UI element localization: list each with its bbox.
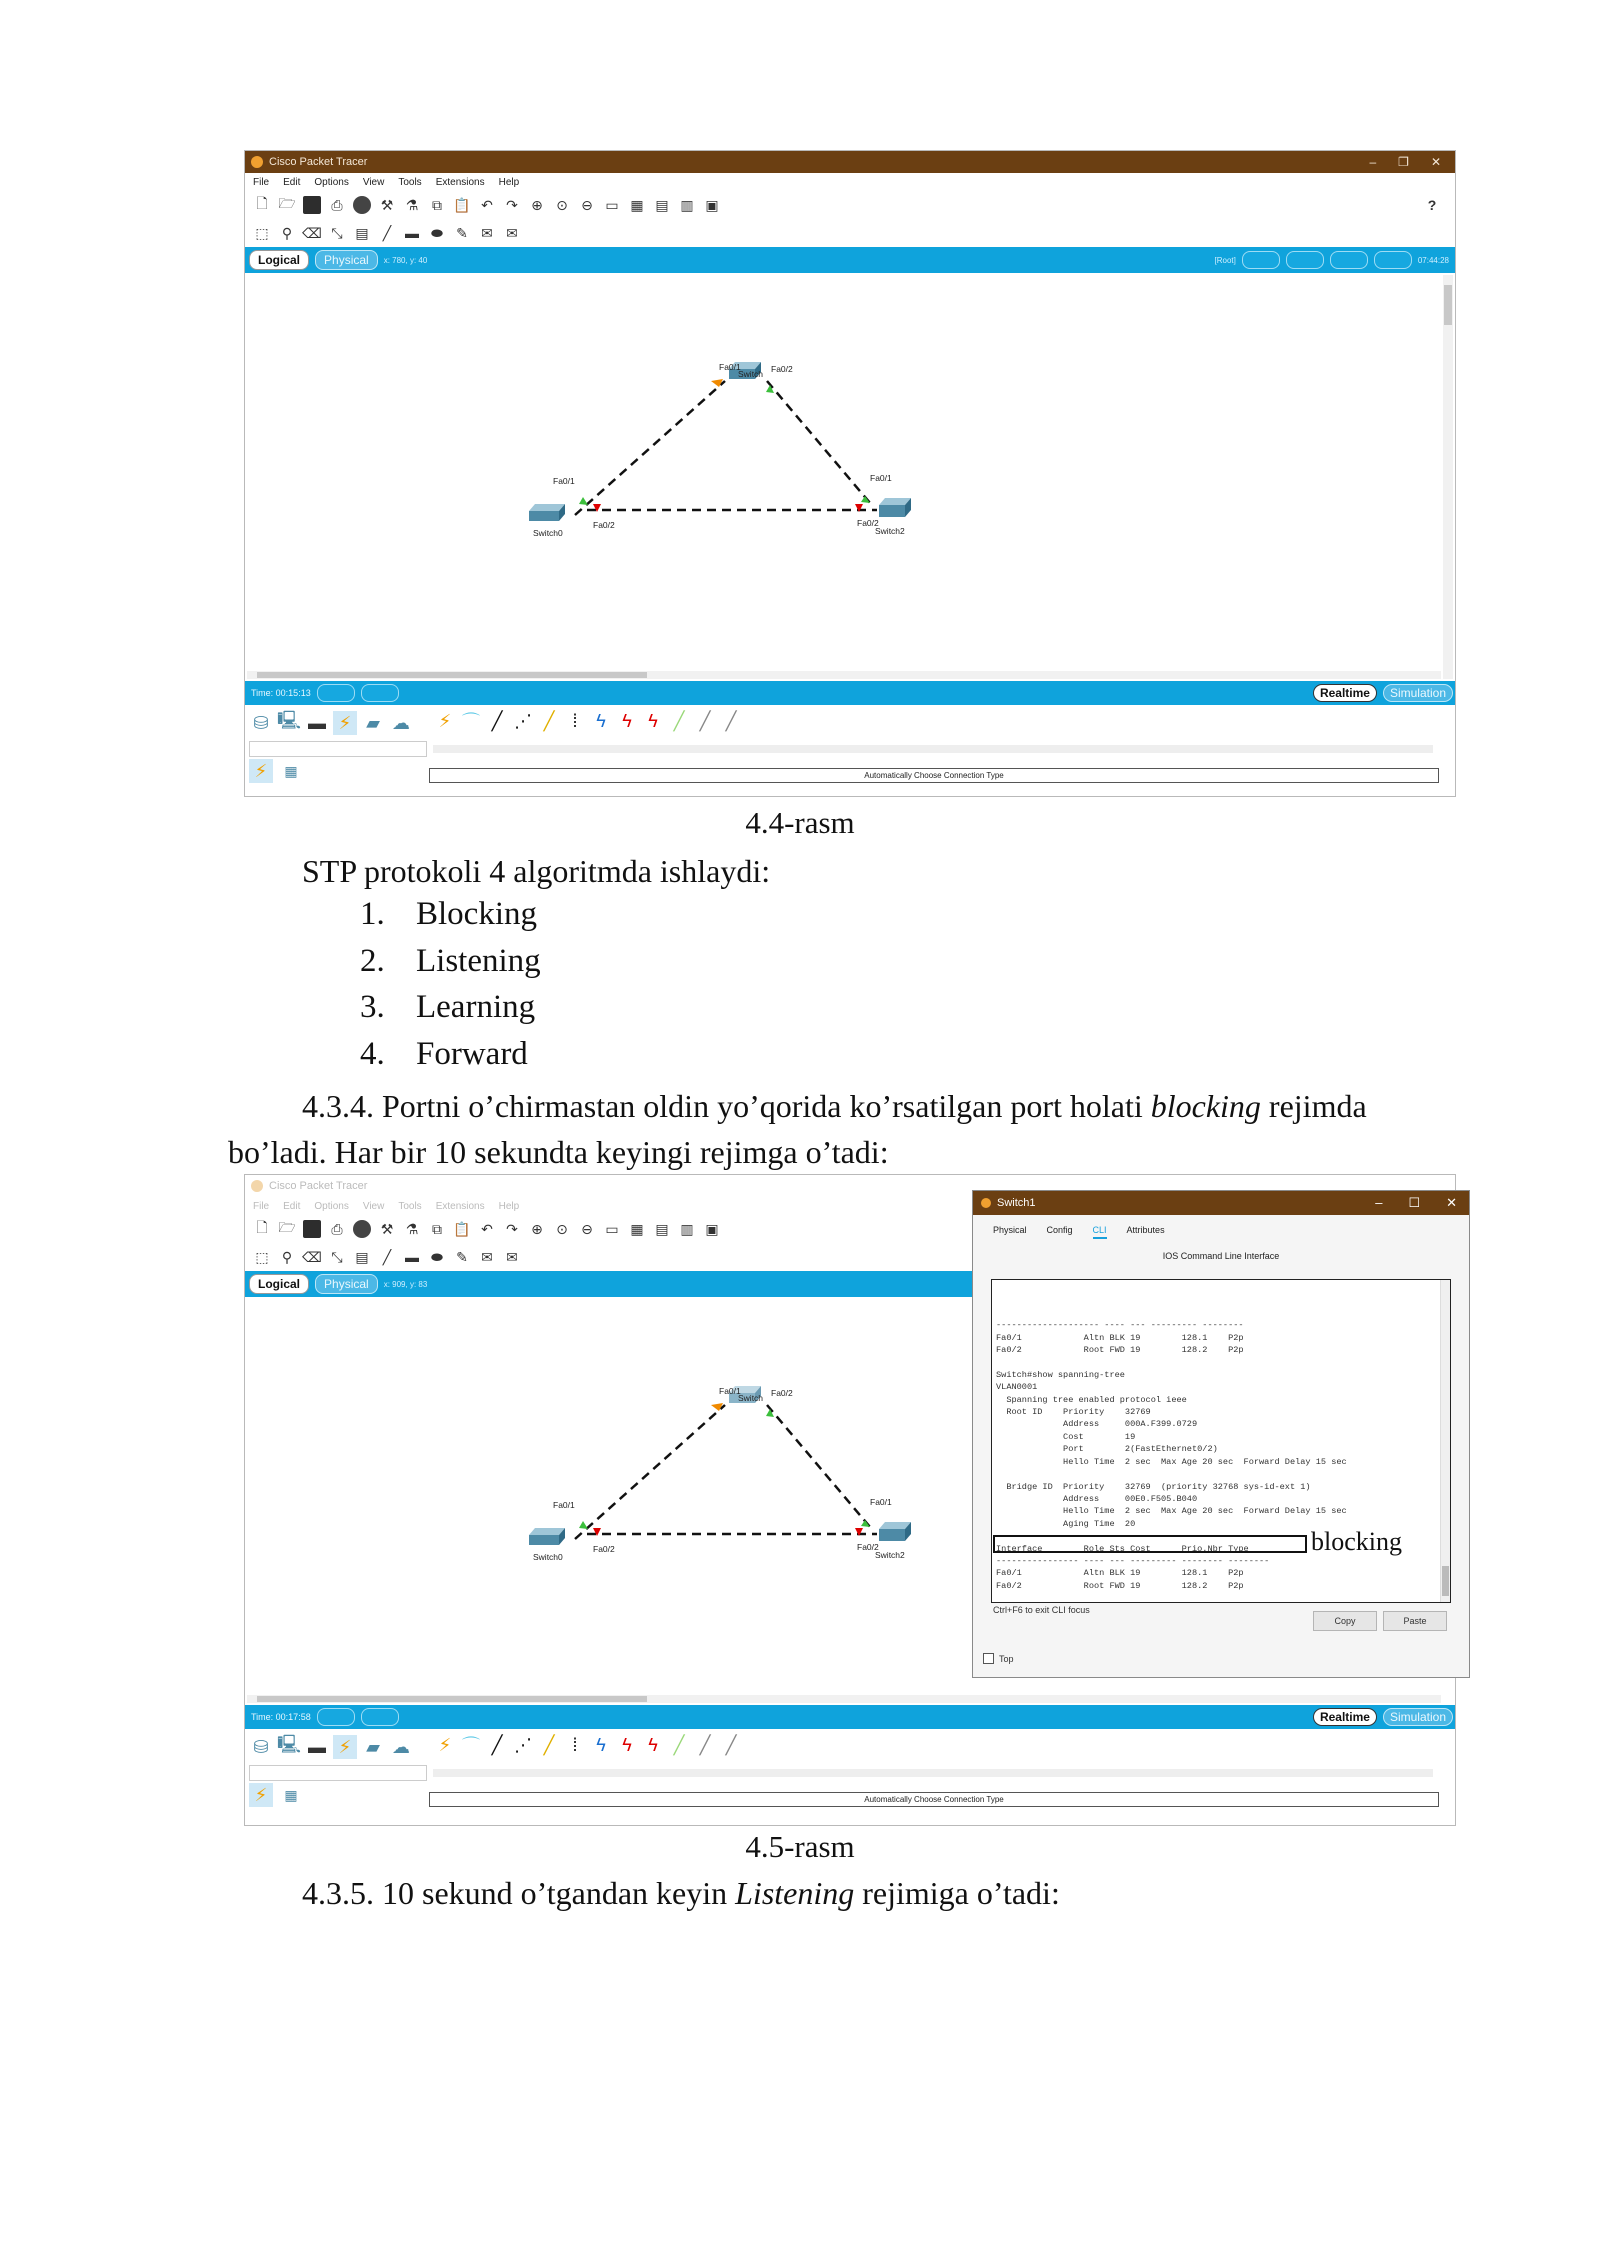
cli-line: Hello Time 2 sec Max Age 20 sec Forward Delay 15 sec — [996, 1456, 1347, 1467]
app-logo-icon — [251, 156, 263, 168]
horizontal-scrollbar[interactable] — [247, 1695, 1441, 1703]
device-template-icon[interactable]: ▥ — [680, 196, 694, 213]
complex-pdu-icon[interactable]: ✉ — [506, 224, 518, 241]
zoom-out-icon[interactable]: ⊖ — [581, 196, 593, 213]
help-icon[interactable]: ? — [1427, 197, 1437, 213]
packet-tracer-window-1 — [244, 150, 1456, 797]
cross-cable-icon[interactable]: ⋰ — [514, 1734, 532, 1755]
time-readout: Time: 00:17:58 — [251, 1712, 311, 1722]
cli-line: Fa0/1 Altn BLK 19 128.1 P2p — [996, 1332, 1244, 1343]
simulation-button[interactable]: Simulation — [1383, 1708, 1453, 1726]
draw-rectangle-icon[interactable]: ▬ — [405, 225, 419, 241]
new-file-icon[interactable]: 🗋 — [256, 195, 268, 211]
menu-tools[interactable]: Tools — [398, 1200, 422, 1212]
cli-line: ---------------- ---- --- --------- -------- -------- — [996, 1555, 1270, 1566]
network-info-icon[interactable]: ⚗ — [405, 1220, 419, 1237]
port-label: Fa0/1 — [553, 1500, 575, 1510]
menu-file[interactable]: File — [253, 1200, 270, 1212]
copy-button[interactable]: Copy — [1313, 1611, 1377, 1631]
cli-line — [996, 1356, 1446, 1368]
redo-icon[interactable]: ↷ — [506, 1220, 518, 1237]
network-devices-icon[interactable]: ⛁ — [253, 712, 269, 733]
cable-types — [433, 1733, 743, 1757]
menu-tools[interactable]: Tools — [398, 176, 422, 188]
switch2-device-icon[interactable] — [879, 498, 911, 517]
paragraph-434-line2: bo’ladi. Har bir 10 sekundta keyingi rejimga o’tadi: — [228, 1134, 889, 1170]
serial-dce-icon[interactable]: ϟ — [622, 710, 632, 731]
paste-icon[interactable]: 📋 — [453, 196, 471, 213]
resize-icon[interactable]: ⤡ — [331, 1248, 343, 1265]
undo-icon[interactable]: ↶ — [481, 1220, 493, 1237]
tab-cli[interactable]: CLI — [1093, 1225, 1107, 1239]
port-status-green-icon — [579, 497, 588, 505]
close-icon[interactable]: ✕ — [1446, 1195, 1457, 1210]
menu-bar — [245, 173, 1455, 191]
multiuser-icon[interactable]: ☁ — [392, 1736, 410, 1757]
paragraph-435: 4.3.5. 10 sekund o’tgandan keyin Listening rejimiga o’tadi: — [302, 1875, 1060, 1911]
grid-icon[interactable]: ▦ — [284, 762, 298, 779]
grid-icon[interactable]: ▦ — [284, 1786, 298, 1803]
port-label: Fa0/2 — [593, 520, 615, 530]
menu-options[interactable]: Options — [314, 176, 349, 188]
multiuser-icon[interactable]: ☁ — [392, 712, 410, 733]
draw-ellipse-icon[interactable]: ⬬ — [431, 224, 443, 241]
draw-rectangle-icon[interactable]: ▬ — [405, 1249, 419, 1265]
logical-workspace[interactable] — [245, 273, 1455, 681]
wizard-icon[interactable]: ⚒ — [380, 1220, 394, 1237]
redo-icon[interactable]: ↷ — [506, 196, 518, 213]
switch1-dialog — [972, 1190, 1470, 1678]
cli-line — [996, 1468, 1446, 1480]
network-devices-icon[interactable]: ⛁ — [253, 1736, 269, 1757]
cli-line: VLAN0001 — [996, 1382, 1038, 1393]
drawing-palette-icon[interactable]: ▭ — [605, 196, 619, 213]
cross-cable-icon[interactable]: ⋰ — [514, 710, 532, 731]
switch2-label: Switch2 — [875, 1550, 905, 1560]
serial-dce-icon[interactable]: ϟ — [622, 1734, 632, 1755]
auto-cable-icon[interactable]: ⚡ — [438, 1734, 452, 1755]
iot-cable-icon[interactable]: ╱ — [699, 1734, 711, 1755]
freeform-icon[interactable]: ✎ — [456, 224, 468, 241]
figure-caption-1: 4.4-rasm — [745, 805, 855, 840]
menu-file[interactable]: File — [253, 176, 270, 188]
connections-icon[interactable]: ⚡ — [333, 711, 357, 735]
delete-icon[interactable]: ⌫ — [302, 224, 322, 241]
time-bar — [245, 681, 1455, 705]
misc-icon[interactable]: ▰ — [366, 712, 380, 733]
device-scrollbar[interactable] — [433, 1769, 1433, 1777]
cli-line — [996, 1592, 1446, 1603]
port-label: Fa0/2 — [857, 1542, 879, 1552]
connection-type-label: Automatically Choose Connection Type — [429, 1792, 1439, 1807]
tab-physical[interactable]: Physical — [315, 250, 378, 270]
port-label: Fa0/2 — [771, 1388, 793, 1398]
cli-line: Address 00E0.F505.B040 — [996, 1493, 1198, 1504]
maximize-icon[interactable]: ☐ — [1408, 1195, 1421, 1210]
coax-cable-icon[interactable]: ϟ — [596, 710, 606, 731]
menu-options[interactable]: Options — [314, 1200, 349, 1212]
cli-line: Switch#show spanning-tree — [996, 1369, 1125, 1380]
tab-attributes[interactable]: Attributes — [1126, 1225, 1165, 1235]
dialog-title-bar — [973, 1191, 1469, 1215]
link-switch-switch2 — [767, 1405, 870, 1527]
cli-line: Hello Time 2 sec Max Age 20 sec Forward Delay 15 sec — [996, 1506, 1347, 1517]
usb-cable-icon[interactable]: ╱ — [725, 710, 737, 731]
edit-toolbar — [245, 219, 1455, 247]
switch0-device-icon[interactable] — [529, 504, 565, 521]
cli-title: IOS Command Line Interface — [1162, 1251, 1280, 1261]
menu-edit[interactable]: Edit — [283, 1200, 301, 1212]
cli-line: Aging Time 20 — [996, 1518, 1136, 1529]
link-switch0-switch — [575, 381, 725, 515]
open-icon[interactable]: 🗁 — [278, 1219, 296, 1235]
tab-logical[interactable]: Logical — [249, 1274, 309, 1294]
zoom-in-icon[interactable]: ⊕ — [531, 1220, 543, 1237]
cli-scrollbar[interactable] — [1440, 1280, 1450, 1602]
zoom-in-icon[interactable]: ⊕ — [531, 196, 543, 213]
delete-icon[interactable]: ⌫ — [302, 1248, 322, 1265]
selected-connection-icon: ⚡ — [249, 1783, 273, 1807]
menu-view[interactable]: View — [362, 1200, 385, 1212]
cable-types — [433, 709, 743, 733]
device-scrollbar[interactable] — [433, 745, 1433, 753]
paste-button[interactable]: Paste — [1383, 1611, 1447, 1631]
cli-line: Interface Role Sts Cost Prio.Nbr Type — [996, 1543, 1249, 1554]
iot-cable-icon[interactable]: ╱ — [699, 710, 711, 731]
menu-edit[interactable]: Edit — [283, 176, 301, 188]
top-checkbox[interactable] — [983, 1653, 994, 1664]
switch0-device-icon[interactable] — [529, 1528, 565, 1545]
port-label: Fa0/1 — [719, 362, 741, 372]
workspace-bar — [245, 247, 1455, 273]
undo-icon[interactable]: ↶ — [481, 196, 493, 213]
components-icon[interactable]: ▬ — [308, 1736, 326, 1757]
port-label: Fa0/1 — [870, 1497, 892, 1507]
menu-extensions[interactable]: Extensions — [435, 176, 485, 188]
vertical-scrollbar[interactable] — [1443, 275, 1453, 679]
fiber-cable-icon[interactable]: ╱ — [543, 710, 555, 731]
selected-connection-icon: ⚡ — [249, 759, 273, 783]
coords-readout: x: 780, y: 40 — [383, 255, 428, 265]
port-label: Fa0/1 — [719, 1386, 741, 1396]
minimize-icon[interactable]: – — [1369, 155, 1377, 169]
straight-cable-icon[interactable]: ╱ — [491, 710, 503, 731]
menu-help[interactable]: Help — [498, 1200, 520, 1212]
copy-icon[interactable]: ⧉ — [432, 1220, 442, 1237]
complex-pdu-icon[interactable]: ✉ — [506, 1248, 518, 1265]
navigation-pill[interactable] — [1242, 251, 1280, 269]
draw-line-icon[interactable]: ╱ — [382, 1248, 392, 1265]
port-label: Fa0/1 — [553, 476, 575, 486]
inspect-icon[interactable]: ⚲ — [281, 224, 293, 241]
title-bar — [245, 151, 1455, 173]
link-switch0-switch — [575, 1405, 725, 1539]
port-status-green-icon — [579, 1521, 588, 1529]
paragraph-434: 4.3.4. Portni o’chirmastan oldin yo’qorida ko’rsatilgan port holati blocking rejimda — [302, 1088, 1367, 1124]
intro-paragraph: STP protokoli 4 algoritmda ishlaydi: — [302, 853, 771, 889]
drawing-palette-icon[interactable]: ▭ — [605, 1220, 619, 1237]
save-icon[interactable] — [303, 196, 321, 214]
menu-help[interactable]: Help — [498, 176, 520, 188]
draw-line-icon[interactable]: ╱ — [382, 224, 392, 241]
copy-icon[interactable]: ⧉ — [432, 196, 442, 213]
tab-physical[interactable]: Physical — [993, 1225, 1027, 1235]
app-logo-icon — [981, 1198, 991, 1208]
notes-icon[interactable]: ▤ — [655, 196, 669, 213]
cli-line: Fa0/1 Altn BLK 19 128.1 P2p — [996, 1568, 1244, 1579]
notes-icon[interactable]: ▤ — [655, 1220, 669, 1237]
list-item: 4. Forward — [360, 1036, 528, 1072]
usb-cable-icon[interactable]: ╱ — [725, 1734, 737, 1755]
note-icon[interactable]: ▤ — [355, 1248, 369, 1265]
list-item: 1. Blocking — [360, 896, 537, 932]
realtime-button[interactable]: Realtime — [1313, 684, 1377, 702]
device-categories — [249, 1735, 413, 1759]
restore-icon[interactable]: ❐ — [1398, 155, 1409, 169]
menu-view[interactable]: View — [362, 176, 385, 188]
link-switch-switch2 — [767, 381, 870, 503]
switch-label: Switch — [738, 1393, 764, 1403]
figure-caption-2: 4.5-rasm — [745, 1829, 855, 1864]
cli-line: Cost 19 — [996, 1431, 1136, 1442]
zoom-reset-icon[interactable]: ⊙ — [556, 1220, 568, 1237]
custom-device-icon[interactable]: ▦ — [630, 196, 644, 213]
custom-device-icon[interactable]: ▦ — [630, 1220, 644, 1237]
phone-cable-icon[interactable]: ⁞ — [572, 1734, 578, 1755]
top-label: Top — [999, 1653, 1014, 1664]
simple-pdu-icon[interactable]: ✉ — [481, 1248, 493, 1265]
device-search-box[interactable] — [249, 741, 427, 757]
clock: 07:44:28 — [1417, 255, 1449, 265]
cli-line: -------------------- ---- --- --------- -------- — [996, 1320, 1244, 1331]
zoom-reset-icon[interactable]: ⊙ — [556, 196, 568, 213]
power-cycle-button[interactable] — [317, 684, 355, 702]
coax-cable-icon[interactable]: ϟ — [596, 1734, 606, 1755]
main-toolbar — [245, 191, 1455, 219]
fiber-cable-icon[interactable]: ╱ — [543, 1734, 555, 1755]
blocking-annotation: blocking — [1311, 1527, 1402, 1556]
note-icon[interactable]: ▤ — [355, 224, 369, 241]
root-label: [Root] — [1214, 255, 1236, 265]
connections-icon[interactable]: ⚡ — [333, 1735, 357, 1759]
simulation-button[interactable]: Simulation — [1383, 684, 1453, 702]
new-file-icon[interactable]: 🗋 — [256, 1219, 268, 1235]
freeform-icon[interactable]: ✎ — [456, 1248, 468, 1265]
network-info-icon[interactable]: ⚗ — [405, 196, 419, 213]
cli-line: Address 000A.F399.0729 — [996, 1419, 1198, 1430]
switch2-device-icon[interactable] — [879, 1522, 911, 1541]
misc-icon[interactable]: ▰ — [366, 1736, 380, 1757]
realtime-button[interactable]: Realtime — [1313, 1708, 1377, 1726]
device-panel — [245, 1729, 1455, 1809]
menu-extensions[interactable]: Extensions — [435, 1200, 485, 1212]
cli-line: Fa0/2 Root FWD 19 128.2 P2p — [996, 1580, 1244, 1591]
components-icon[interactable]: ▬ — [308, 712, 326, 733]
device-categories — [249, 711, 413, 735]
end-devices-icon[interactable]: 🖳 — [277, 710, 302, 730]
device-panel — [245, 705, 1455, 785]
cli-line: Bridge ID Priority 32769 (priority 32768 sys-id-ext 1) — [996, 1481, 1311, 1492]
cli-line: Spanning tree enabled protocol ieee — [996, 1394, 1187, 1405]
switch0-label: Switch0 — [533, 528, 563, 538]
time-readout: Time: 00:15:13 — [251, 688, 311, 698]
dialog-title: Switch1 — [997, 1197, 1036, 1209]
environment-pill[interactable] — [1286, 251, 1324, 269]
inspect-icon[interactable]: ⚲ — [281, 1248, 293, 1265]
port-label: Fa0/2 — [771, 364, 793, 374]
power-cycle-button[interactable] — [317, 1708, 355, 1726]
coords-readout: x: 909, y: 83 — [383, 1279, 428, 1289]
list-item: 2. Listening — [360, 943, 541, 979]
port-label: Fa0/1 — [870, 473, 892, 483]
tab-logical[interactable]: Logical — [249, 250, 309, 270]
device-template-icon[interactable]: ▥ — [680, 1220, 694, 1237]
cluster-pill[interactable] — [1374, 251, 1412, 269]
tab-physical[interactable]: Physical — [315, 1274, 378, 1294]
dialog-tabs — [973, 1215, 1469, 1239]
end-devices-icon[interactable]: 🖳 — [277, 1734, 302, 1754]
draw-ellipse-icon[interactable]: ⬬ — [431, 1248, 443, 1265]
console-cable-icon[interactable]: ⌒ — [462, 1736, 480, 1756]
minimize-icon[interactable]: – — [1375, 1195, 1383, 1210]
resize-icon[interactable]: ⤡ — [331, 224, 343, 241]
tab-config[interactable]: Config — [1046, 1225, 1073, 1235]
info-icon[interactable] — [353, 196, 371, 214]
wizard-icon[interactable]: ⚒ — [380, 196, 394, 213]
port-label: Fa0/2 — [593, 1544, 615, 1554]
paste-icon[interactable]: 📋 — [453, 1220, 471, 1237]
fast-forward-button[interactable] — [361, 1708, 399, 1726]
switch-label: Switch — [738, 369, 764, 379]
select-icon[interactable]: ⬚ — [255, 224, 269, 241]
print-icon[interactable]: ⎙ — [331, 1220, 343, 1237]
close-icon[interactable]: ✕ — [1430, 155, 1441, 169]
list-item: 3. Learning — [360, 989, 536, 1025]
cli-line: Fa0/2 Root FWD 19 128.2 P2p — [996, 1345, 1244, 1356]
screenshot-icon[interactable]: ▣ — [705, 196, 719, 213]
octal-cable-icon[interactable]: ╱ — [673, 710, 685, 731]
switch0-label: Switch0 — [533, 1552, 563, 1562]
save-icon[interactable] — [303, 1220, 321, 1238]
info-icon[interactable] — [353, 1220, 371, 1238]
phone-cable-icon[interactable]: ⁞ — [572, 710, 578, 731]
serial-dte-icon[interactable]: ϟ — [648, 1734, 658, 1755]
horizontal-scrollbar[interactable] — [247, 671, 1441, 679]
fast-forward-button[interactable] — [361, 684, 399, 702]
app-title: Cisco Packet Tracer — [269, 156, 368, 168]
app-title: Cisco Packet Tracer — [269, 1180, 368, 1192]
cli-line: Root ID Priority 32769 — [996, 1407, 1151, 1418]
app-logo-icon — [251, 1180, 263, 1192]
octal-cable-icon[interactable]: ╱ — [673, 1734, 685, 1755]
viewport-pill[interactable] — [1330, 251, 1368, 269]
console-cable-icon[interactable]: ⌒ — [462, 712, 480, 732]
connection-type-label: Automatically Choose Connection Type — [429, 768, 1439, 783]
device-search-box[interactable] — [249, 1765, 427, 1781]
open-icon[interactable]: 🗁 — [278, 195, 296, 211]
blocking-highlight-box — [993, 1535, 1307, 1553]
time-bar — [245, 1705, 1455, 1729]
auto-cable-icon[interactable]: ⚡ — [438, 710, 452, 731]
cli-hint: Ctrl+F6 to exit CLI focus — [993, 1605, 1090, 1615]
port-label: Fa0/2 — [857, 518, 879, 528]
cli-line: Port 2(FastEthernet0/2) — [996, 1444, 1218, 1455]
select-icon[interactable]: ⬚ — [255, 1248, 269, 1265]
straight-cable-icon[interactable]: ╱ — [491, 1734, 503, 1755]
simple-pdu-icon[interactable]: ✉ — [481, 224, 493, 241]
serial-dte-icon[interactable]: ϟ — [648, 710, 658, 731]
zoom-out-icon[interactable]: ⊖ — [581, 1220, 593, 1237]
switch2-label: Switch2 — [875, 526, 905, 536]
screenshot-icon[interactable]: ▣ — [705, 1220, 719, 1237]
print-icon[interactable]: ⎙ — [331, 196, 343, 213]
